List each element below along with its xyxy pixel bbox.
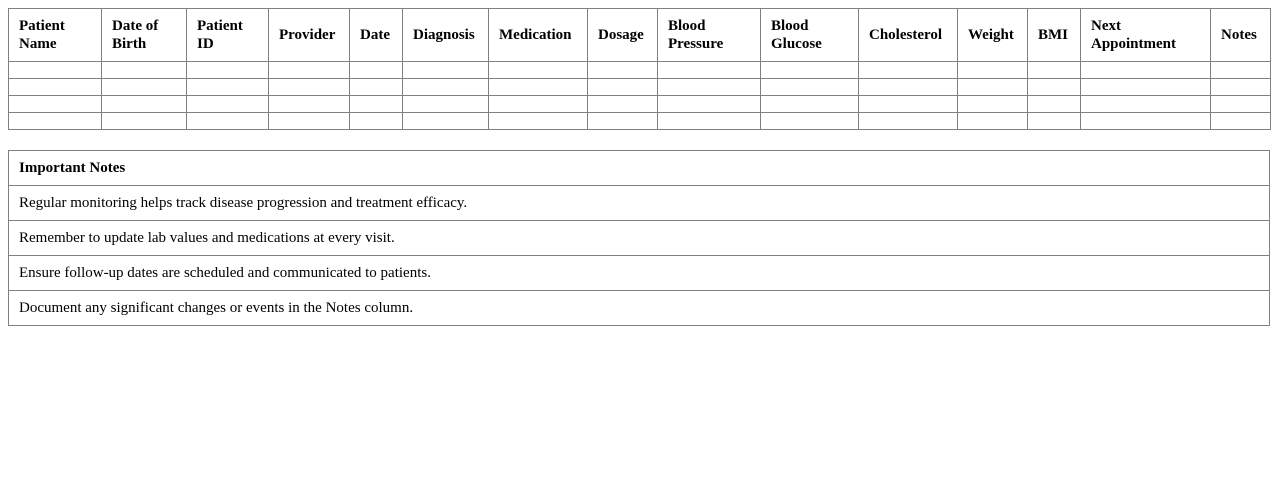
table-cell[interactable] xyxy=(1081,62,1211,79)
table-cell[interactable] xyxy=(1028,96,1081,113)
table-cell[interactable] xyxy=(761,62,859,79)
table-cell[interactable] xyxy=(350,79,403,96)
table-cell[interactable] xyxy=(658,79,761,96)
table-cell[interactable] xyxy=(269,96,350,113)
table-cell[interactable] xyxy=(187,96,269,113)
note-item: Remember to update lab values and medications at every visit. xyxy=(9,221,1270,256)
notes-heading: Important Notes xyxy=(9,151,1270,186)
column-header-cholesterol: Cholesterol xyxy=(859,9,958,62)
table-cell[interactable] xyxy=(187,113,269,130)
table-cell[interactable] xyxy=(761,96,859,113)
note-row xyxy=(9,221,1270,256)
table-cell[interactable] xyxy=(9,96,102,113)
table-cell[interactable] xyxy=(859,62,958,79)
important-notes-table xyxy=(8,150,1270,326)
table-cell[interactable] xyxy=(1211,96,1271,113)
patient-tracking-table xyxy=(8,8,1271,130)
column-header-blood-pressure: Blood Pressure xyxy=(658,9,761,62)
table-cell[interactable] xyxy=(403,62,489,79)
table-cell[interactable] xyxy=(658,113,761,130)
note-row xyxy=(9,186,1270,221)
notes-heading-row xyxy=(9,151,1270,186)
table-cell[interactable] xyxy=(1028,79,1081,96)
table-row xyxy=(9,79,1271,96)
table-cell[interactable] xyxy=(859,96,958,113)
table-cell[interactable] xyxy=(958,96,1028,113)
table-cell[interactable] xyxy=(187,79,269,96)
table-row xyxy=(9,96,1271,113)
table-cell[interactable] xyxy=(588,96,658,113)
table-cell[interactable] xyxy=(350,96,403,113)
table-cell[interactable] xyxy=(102,62,187,79)
table-cell[interactable] xyxy=(489,62,588,79)
table-cell[interactable] xyxy=(269,79,350,96)
column-header-bmi: BMI xyxy=(1028,9,1081,62)
column-header-provider: Provider xyxy=(269,9,350,62)
table-cell[interactable] xyxy=(658,96,761,113)
table-cell[interactable] xyxy=(588,62,658,79)
table-cell[interactable] xyxy=(658,62,761,79)
table-cell[interactable] xyxy=(1081,113,1211,130)
note-item: Ensure follow-up dates are scheduled and communicated to patients. xyxy=(9,256,1270,291)
table-cell[interactable] xyxy=(761,113,859,130)
table-cell[interactable] xyxy=(761,79,859,96)
column-header-patient-id: Patient ID xyxy=(187,9,269,62)
table-cell[interactable] xyxy=(958,79,1028,96)
table-cell[interactable] xyxy=(1081,79,1211,96)
table-cell[interactable] xyxy=(403,96,489,113)
note-row xyxy=(9,291,1270,326)
table-cell[interactable] xyxy=(958,113,1028,130)
column-header-date-of-birth: Date of Birth xyxy=(102,9,187,62)
table-row xyxy=(9,113,1271,130)
table-cell[interactable] xyxy=(1211,79,1271,96)
table-cell[interactable] xyxy=(9,113,102,130)
table-cell[interactable] xyxy=(1028,62,1081,79)
table-cell[interactable] xyxy=(1028,113,1081,130)
column-header-blood-glucose: Blood Glucose xyxy=(761,9,859,62)
table-cell[interactable] xyxy=(859,113,958,130)
column-header-medication: Medication xyxy=(489,9,588,62)
column-header-diagnosis: Diagnosis xyxy=(403,9,489,62)
table-cell[interactable] xyxy=(588,79,658,96)
column-header-dosage: Dosage xyxy=(588,9,658,62)
table-cell[interactable] xyxy=(958,62,1028,79)
table-cell[interactable] xyxy=(269,113,350,130)
table-row xyxy=(9,62,1271,79)
table-cell[interactable] xyxy=(489,79,588,96)
table-cell[interactable] xyxy=(859,79,958,96)
table-cell[interactable] xyxy=(102,79,187,96)
table-header-row xyxy=(9,9,1271,62)
table-cell[interactable] xyxy=(489,96,588,113)
table-cell[interactable] xyxy=(9,62,102,79)
column-header-next-appointment: Next Appointment xyxy=(1081,9,1211,62)
table-cell[interactable] xyxy=(1081,96,1211,113)
table-cell[interactable] xyxy=(403,113,489,130)
column-header-notes: Notes xyxy=(1211,9,1271,62)
table-cell[interactable] xyxy=(187,62,269,79)
table-cell[interactable] xyxy=(9,79,102,96)
column-header-date: Date xyxy=(350,9,403,62)
table-cell[interactable] xyxy=(489,113,588,130)
table-cell[interactable] xyxy=(1211,62,1271,79)
table-cell[interactable] xyxy=(403,79,489,96)
table-cell[interactable] xyxy=(102,96,187,113)
note-row xyxy=(9,256,1270,291)
column-header-weight: Weight xyxy=(958,9,1028,62)
table-cell[interactable] xyxy=(269,62,350,79)
table-cell[interactable] xyxy=(1211,113,1271,130)
table-cell[interactable] xyxy=(102,113,187,130)
table-cell[interactable] xyxy=(350,113,403,130)
note-item: Regular monitoring helps track disease progression and treatment efficacy. xyxy=(9,186,1270,221)
table-cell[interactable] xyxy=(588,113,658,130)
column-header-patient-name: Patient Name xyxy=(9,9,102,62)
note-item: Document any significant changes or events in the Notes column. xyxy=(9,291,1270,326)
table-cell[interactable] xyxy=(350,62,403,79)
